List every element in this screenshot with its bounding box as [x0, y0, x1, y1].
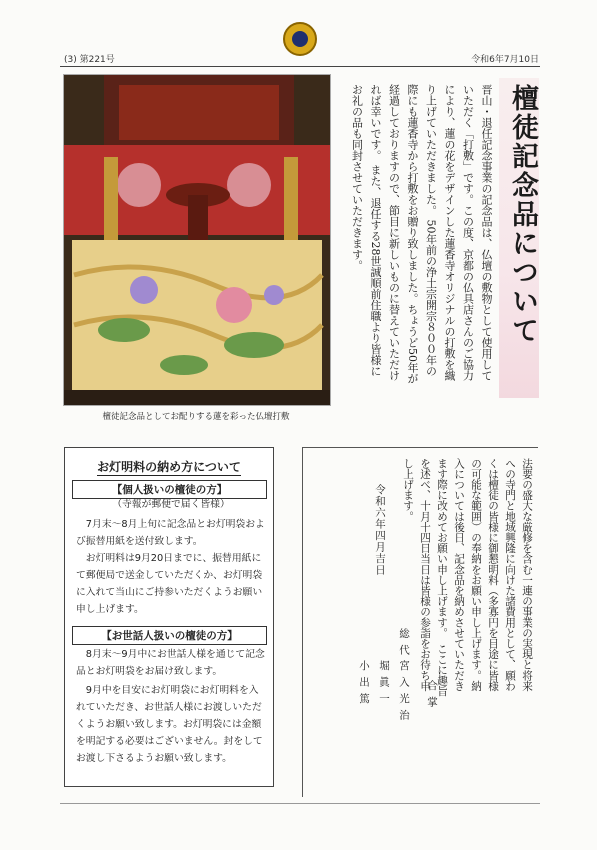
sewanin-paragraph-2: 9月中を目安にお灯明袋にお灯明料を入れていただき、お世話人様にお渡しいただくようお願い致します。お灯明袋には金額を明記する必要はございません。封をしてお渡し下さるようお願い致します。	[76, 685, 263, 764]
signature-name-2: 堀眞一	[378, 660, 390, 710]
sewanin-paragraph-1: 8月末～9月中にお世話人様を通じて記念品とお灯明袋をお届け致します。	[76, 649, 265, 677]
letter-date: 令和六年四月吉日	[374, 484, 386, 576]
individual-paragraph-2: お灯明料は9月20日までに、振替用紙にて郵便局で送金していただくか、お灯明袋に入れて当山にご持参いただくようお願い申し上げます。	[76, 553, 263, 615]
signature-title: 総代	[398, 628, 410, 661]
individual-section-subtitle: （寺報が郵便で届く皆様）	[112, 499, 230, 510]
article-body: 晋山・退任記念事業の記念品は、仏壇の敷物として使用していただく「打敷」です。この度、京都の仏具店さんのご協力により、蓮の花をデザインした蓮香寺オリジナルの打敷を織り上げていただきました。 50年前の浄土宗開宗８００年の際にも蓮香寺から打敷をお贈り致しました。ちょうど50年が経過しておりますので、節目に新しいものに替えていただければ幸いです。 また、退任する28世誠順前住職より皆様にお礼の品も同封させていただきます。	[350, 84, 493, 384]
temple-crest-logo	[283, 22, 317, 56]
issue-number: (3) 第221号	[64, 55, 115, 65]
header-rule	[60, 66, 540, 67]
issue-date: 令和6年7月10日	[471, 55, 539, 65]
individual-paragraph-1: 7月末～8月上旬に記念品とお灯明袋および振替用紙を送付致します。	[76, 519, 265, 547]
sewanin-section-heading: 【お世話人扱いの檀徒の方】	[72, 626, 267, 645]
signature-name-3: 小出篤	[358, 660, 370, 710]
photo-caption: 檀徒記念品としてお配りする蓮を彩った仏壇打敷	[102, 412, 290, 422]
individual-section-heading: 【個人扱いの檀徒の方】	[72, 480, 267, 499]
footer-rule	[60, 803, 540, 804]
signature-name-1: 宮入光治	[398, 660, 410, 726]
offering-box-title: お灯明料の納め方について	[97, 460, 241, 474]
letter-body: 法要の盛大な厳修を含む一連の事業の実現と将来への寺門と地域興隆に向けた諸費用として、願わくは檀徒の皆様に御懇明料（多寡円を目途に皆様の可能な範囲）の奉納をお願い申し上げます。納入については後日、記念品を納めさせていただきます際に改めてお願い申し上げます。 ここに趣旨を述べ、十月十四日当日は皆様の参詣をお待ち申し上げます。	[402, 458, 533, 697]
article-title: 檀徒記念品について	[507, 84, 538, 345]
uchishiki-photo	[63, 74, 331, 406]
closing-gassho: 合掌	[426, 680, 438, 713]
